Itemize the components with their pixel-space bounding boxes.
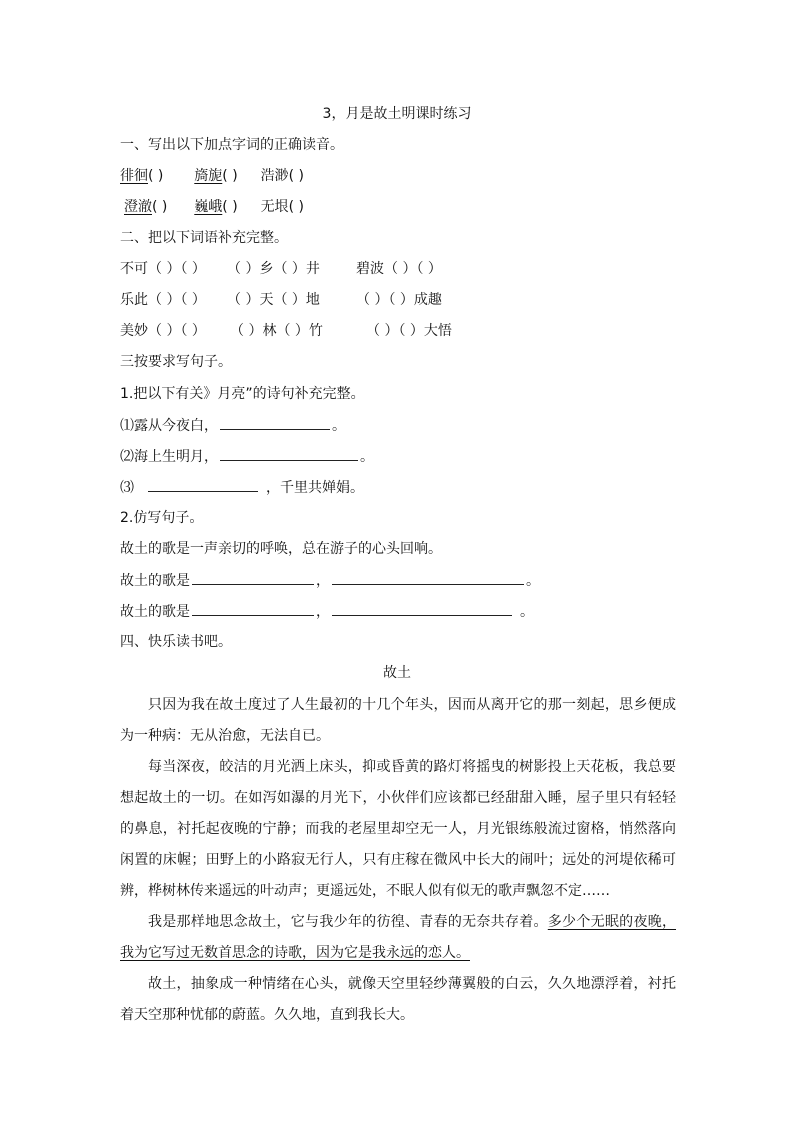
imitation-line-2	[120, 601, 534, 621]
answer-blank-4[interactable]	[192, 570, 314, 585]
section-2-heading: 二、把以下词语补充完整。	[120, 230, 288, 246]
idiom-7: 美妙（ ）（ ）	[120, 323, 206, 339]
underlined-sentence: 多少个无眠的夜晚，我为它写过无数首思念的诗歌，因为它是我永远的恋人。	[120, 914, 677, 961]
word-3: 浩渺	[260, 168, 289, 184]
imitation-1-end: 。	[526, 573, 540, 589]
poem-line-2-end: 。	[360, 449, 374, 465]
idiom-5: （ ）天（ ）地	[227, 292, 320, 308]
poem-line-1-end: 。	[332, 418, 346, 434]
section-4-heading: 四、快乐读书吧。	[120, 634, 232, 650]
idiom-3: 碧波（ ）（ ）	[356, 261, 442, 277]
imitation-1-comma: ，	[316, 573, 330, 589]
word-5: 巍峨	[194, 199, 223, 215]
idiom-2: （ ）乡（ ）井	[227, 261, 320, 277]
imitation-2-prefix: 故土的歌是	[120, 604, 190, 620]
reading-paragraph-3	[120, 907, 676, 969]
answer-blank-6[interactable]	[192, 601, 314, 616]
imitation-2-comma: ，	[316, 604, 330, 620]
poem-line-3-text: ，千里共婵娟。	[266, 480, 364, 496]
answer-blank-7[interactable]	[332, 601, 512, 616]
reading-title: 故土	[383, 665, 411, 681]
answer-blank-2[interactable]	[220, 446, 358, 461]
blank-paren-6: ( )	[288, 199, 304, 215]
blank-paren-3: ( )	[288, 168, 304, 184]
idiom-1: 不可（ ）（ ）	[120, 261, 206, 277]
pinyin-row-1	[120, 166, 304, 186]
idiom-4: 乐此（ ）（ ）	[120, 292, 206, 308]
section-3-heading: 三按要求写句子。	[120, 354, 232, 370]
idiom-9: （ ）（ ）大悟	[366, 323, 452, 339]
poem-line-2	[120, 446, 374, 466]
reading-paragraph-1: 只因为我在故土度过了人生最初的十几个年头，因而从离开它的那一刻起，思乡便成为一种病：无从治愈，无法自已。	[120, 697, 676, 744]
reading-paragraph-3-text: 我是那样地思念故土，它与我少年的彷徨、青春的无奈共存着。	[148, 914, 548, 930]
section-1-heading: 一、写出以下加点字词的正确读音。	[120, 137, 344, 153]
reading-paragraph-2: 每当深夜，皎洁的月光洒上床头，抑或昏黄的路灯将摇曳的树影投上天花板，我总要想起故土的一切。在如泻如瀑的月光下，小伙伴们应该都已经甜甜入睡，屋子里只有轻轻的鼻息，衬托起夜晚的宁静；而我的老屋里却空无一人，月光银练般流过窗格，悄然落向闲置的床幄；田野上的小路寂无行人，只有庄稼在微风中长大的闹叶；远处的河堤依稀可辨，桦树林传来遥远的叶动声；更遥远处，不眠人似有似无的歌声飘忽不定……	[120, 759, 676, 899]
question-2: 2.仿写句子。	[120, 510, 204, 526]
imitation-2-end: 。	[520, 604, 534, 620]
poem-line-1-text: ⑴露从今夜白，	[120, 418, 218, 434]
blank-paren-1: ( )	[148, 168, 164, 184]
example-sentence: 故土的歌是一声亲切的呼唤，总在游子的心头回响。	[120, 541, 442, 557]
blank-paren-2: ( )	[222, 168, 238, 184]
imitation-line-1	[120, 570, 540, 590]
poem-line-3	[120, 477, 364, 497]
page-title: 3，月是故土明课时练习	[322, 106, 472, 122]
blank-paren-4: ( )	[152, 199, 168, 215]
idiom-8: （ ）林（ ）竹	[230, 323, 323, 339]
word-2: 旖旎	[194, 168, 223, 184]
reading-paragraph-4: 故土，抽象成一种情绪在心头，就像天空里轻纱薄翼般的白云，久久地漂浮着，衬托着天空那种忧郁的蔚蓝。久久地，直到我长大。	[120, 976, 676, 1023]
poem-line-1	[120, 415, 346, 435]
answer-blank-5[interactable]	[332, 570, 524, 585]
answer-blank-3[interactable]	[148, 477, 258, 492]
imitation-1-prefix: 故土的歌是	[120, 573, 190, 589]
poem-line-3-num: ⑶	[120, 480, 134, 496]
word-6: 无垠	[260, 199, 289, 215]
question-1: 1.把以下有关》月亮”的诗句补充完整。	[120, 386, 365, 402]
poem-line-2-text: ⑵海上生明月，	[120, 449, 218, 465]
blank-paren-5: ( )	[222, 199, 238, 215]
word-4: 澄澈	[124, 199, 152, 215]
answer-blank-1[interactable]	[220, 415, 330, 430]
idiom-6: （ ）（ ）成趣	[356, 292, 442, 308]
pinyin-row-2	[124, 197, 304, 217]
word-1: 徘徊	[120, 168, 148, 184]
